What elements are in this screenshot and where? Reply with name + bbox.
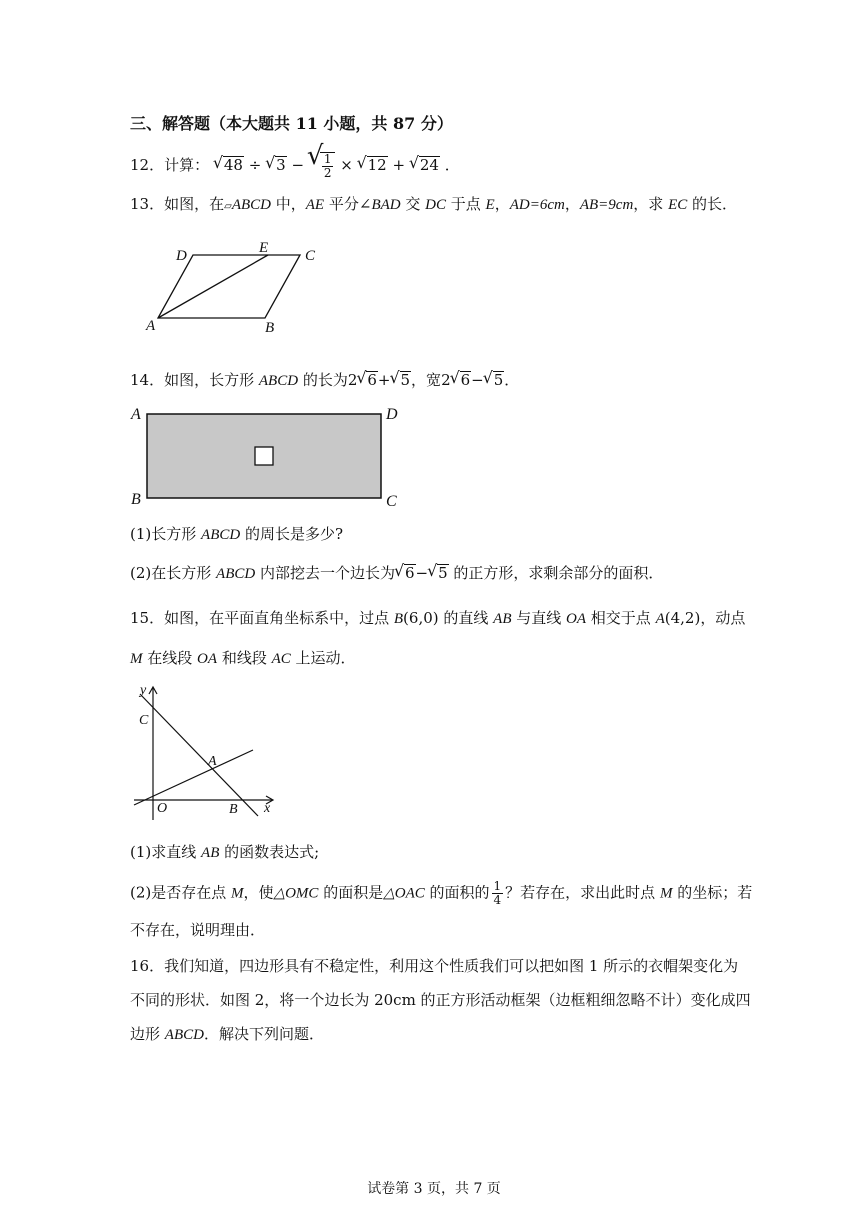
label-b: B xyxy=(265,320,275,336)
label-c: C xyxy=(139,713,149,728)
label-x: x xyxy=(264,801,271,816)
segment-ae xyxy=(158,255,268,318)
q12-sqrt-12: √ 12 xyxy=(358,155,388,175)
label-o: O xyxy=(157,801,168,816)
q13-parallelogram-figure xyxy=(140,238,340,338)
q14-rectangle-figure xyxy=(128,402,408,510)
section-title: 三、解答题（本大题共 11 小题，共 87 分） xyxy=(130,114,453,133)
label-c: C xyxy=(386,493,397,510)
question-14: 14．如图，长方形 ABCD 的长为2√ 6+√ 5，宽2√ 6−√ 5． xyxy=(130,370,519,391)
q14-part2: (2)在长方形 ABCD 内部挖去一个边长为√ 6−√ 5 的正方形，求剩余部分的面积． xyxy=(130,563,663,584)
question-15-line1: 15．如图，在平面直角坐标系中，过点 B(6,0) 的直线 AB 与直线 OA 相交于点 A(4,2)，动点 xyxy=(130,609,746,627)
question-12: 12．计算： √ 48 ÷ √ 3 − √ $\frac{1}{2}$ × √ 12 + √ 24 ． xyxy=(130,152,460,180)
label-b: B xyxy=(229,802,238,817)
line-ab xyxy=(140,694,258,816)
line-oa xyxy=(134,750,253,805)
q12-sqrt-48: √ 48 xyxy=(214,155,244,175)
label-y: y xyxy=(140,683,147,698)
label-b: B xyxy=(131,491,141,508)
label-e: E xyxy=(259,240,269,256)
q15-part1: (1)求直线 AB 的函数表达式; xyxy=(130,843,320,861)
page-footer: 试卷第 3 页，共 7 页 xyxy=(367,1181,501,1197)
q12-number: 12． xyxy=(130,156,165,174)
q12-sqrt-24: √ 24 xyxy=(410,155,440,175)
q12-prefix: 计算： xyxy=(164,156,210,174)
question-16-line2: 不同的形状．如图 2，将一个边长为 20cm 的正方形活动框架（边框粗细忽略不计）变化成四 xyxy=(130,991,751,1009)
question-16-line1: 16．我们知道，四边形具有不稳定性，利用这个性质我们可以把如图 1 所示的衣帽架变化为 xyxy=(130,957,739,975)
label-c: C xyxy=(305,248,316,264)
q14-part1: (1)长方形 ABCD 的周长是多少? xyxy=(130,525,344,543)
q12-sqrt-half: √ $\frac{1}{2}$ xyxy=(309,152,336,180)
label-a: A xyxy=(146,318,156,334)
question-16-line3: 边形 ABCD．解决下列问题． xyxy=(130,1025,324,1043)
label-a: A xyxy=(208,754,217,769)
cut-out-square xyxy=(255,447,273,465)
q15-part2: (2)是否存在点 M，使△OMC 的面积是△OAC 的面积的 $\frac{1}{4}$ ？若存在，求出此时点 M 的坐标；若 xyxy=(130,879,753,907)
question-15-line2: M 在线段 OA 和线段 AC 上运动． xyxy=(130,649,356,667)
q15-part2-line2: 不存在，说明理由． xyxy=(130,921,266,939)
q15-coordinate-figure xyxy=(128,680,288,830)
label-d: D xyxy=(386,406,398,423)
q12-sqrt-3: √ 3 xyxy=(266,155,287,175)
parallelogram-symbol: ▱ xyxy=(224,201,232,212)
fraction-one-quarter: $\frac{1}{4}$ xyxy=(493,879,502,907)
question-13: 13．如图，在▱ABCD 中，AE 平分∠BAD 交 DC 于点 E，AD=6cm，AB=9cm，求 EC 的长． xyxy=(130,195,738,213)
parallelogram-abcd xyxy=(158,255,300,318)
label-d: D xyxy=(176,248,187,264)
label-a: A xyxy=(131,406,141,423)
